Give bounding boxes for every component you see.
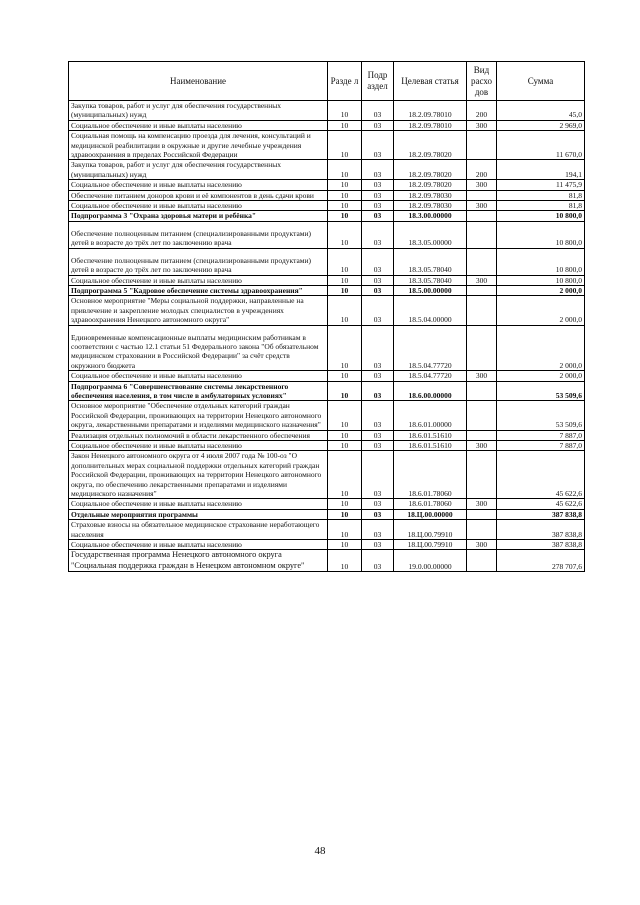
cell-sum: 10 800,0 (497, 221, 585, 248)
cell-podrazdel: 03 (362, 221, 394, 248)
cell-vid (467, 285, 497, 295)
cell-sum: 11 475,9 (497, 180, 585, 190)
cell-vid (467, 190, 497, 200)
cell-podrazdel: 03 (362, 180, 394, 190)
cell-vid: 300 (467, 499, 497, 509)
cell-name: Государственная программа Ненецкого автономного округа "Социальная поддержка граждан в Ненецком автономном округе" (69, 550, 328, 572)
cell-article: 18.6.01.78060 (394, 451, 467, 499)
cell-article: 18.3.00.00000 (394, 211, 467, 221)
cell-name: Обеспечение полноценным питанием (специализированными продуктами) детей в возрасте до трёх лет по заключению врача (69, 221, 328, 248)
cell-article: 18.2.09.78020 (394, 131, 467, 160)
cell-razdel: 10 (328, 540, 362, 550)
cell-name: Социальное обеспечение и иные выплаты населению (69, 441, 328, 451)
table-row (69, 550, 585, 572)
table-row (69, 296, 585, 325)
cell-sum: 194,1 (497, 160, 585, 180)
cell-name: Подпрограмма 6 "Совершенствование системы лекарственного обеспечения населения, в том числе в амбулаторных условиях" (69, 381, 328, 401)
cell-podrazdel: 03 (362, 285, 394, 295)
cell-vid (467, 211, 497, 221)
cell-name: Социальное обеспечение и иные выплаты населению (69, 180, 328, 190)
cell-podrazdel: 03 (362, 550, 394, 572)
table-row (69, 160, 585, 180)
cell-article: 18.2.09.78010 (394, 101, 467, 121)
cell-sum: 11 670,0 (497, 131, 585, 160)
cell-sum: 45 622,6 (497, 499, 585, 509)
cell-razdel: 10 (328, 499, 362, 509)
cell-article: 18.2.09.78010 (394, 120, 467, 130)
cell-razdel: 10 (328, 131, 362, 160)
table-row (69, 131, 585, 160)
table-row (69, 120, 585, 130)
cell-podrazdel: 03 (362, 101, 394, 121)
cell-name: Страховые взносы на обязательное медицинское страхование неработающего населения (69, 520, 328, 540)
cell-podrazdel: 03 (362, 540, 394, 550)
table-row (69, 211, 585, 221)
cell-podrazdel: 03 (362, 441, 394, 451)
header-vid: Вид расхо дов (467, 62, 497, 101)
cell-razdel: 10 (328, 296, 362, 325)
cell-vid (467, 221, 497, 248)
cell-sum: 10 800,0 (497, 211, 585, 221)
cell-sum: 10 800,0 (497, 275, 585, 285)
cell-razdel: 10 (328, 180, 362, 190)
cell-razdel: 10 (328, 325, 362, 371)
cell-article: 18.5.04.77720 (394, 325, 467, 371)
cell-article: 18.3.05.00000 (394, 221, 467, 248)
cell-razdel: 10 (328, 160, 362, 180)
table-row (69, 540, 585, 550)
cell-name: Закупка товаров, работ и услуг для обеспечения государственных (муниципальных) нужд (69, 101, 328, 121)
cell-name: Социальное обеспечение и иные выплаты населению (69, 120, 328, 130)
table-header-row (69, 62, 585, 101)
table-row (69, 451, 585, 499)
cell-article: 18.Ц.00.79910 (394, 520, 467, 540)
cell-podrazdel: 03 (362, 520, 394, 540)
header-name: Наименование (69, 62, 328, 101)
cell-razdel: 10 (328, 275, 362, 285)
cell-sum: 387 838,8 (497, 520, 585, 540)
table-row (69, 509, 585, 519)
cell-article: 18.5.00.00000 (394, 285, 467, 295)
table-row (69, 180, 585, 190)
budget-table (68, 61, 585, 572)
cell-podrazdel: 03 (362, 248, 394, 275)
cell-vid (467, 296, 497, 325)
page-number: 48 (314, 845, 326, 857)
cell-razdel: 10 (328, 381, 362, 401)
cell-article: 18.3.05.78040 (394, 275, 467, 285)
cell-article: 18.6.01.51610 (394, 430, 467, 440)
cell-name: Подпрограмма 3 "Охрана здоровья матери и ребёнка" (69, 211, 328, 221)
cell-vid: 200 (467, 101, 497, 121)
cell-name: Единовременные компенсационные выплаты медицинским работникам в соответствии с частью 12.1 статьи 51 Федерального закона "Об обязательном медицинском страховании в Российской Федерации" за счёт средств окружного бюджета (69, 325, 328, 371)
cell-sum: 81,8 (497, 190, 585, 200)
cell-vid (467, 401, 497, 430)
header-razdel: Разде л (328, 62, 362, 101)
cell-sum: 387 838,8 (497, 540, 585, 550)
cell-name: Закон Ненецкого автономного округа от 4 июля 2007 года № 100-оз "О дополнительных мерах социальной поддержки отдельных категорий граждан Российской Федерации, проживающих на территории Ненецкого автономного округа, по обеспечению лекарственными препаратами и изделиями медицинского назначения" (69, 451, 328, 499)
table-row (69, 285, 585, 295)
header-podrazdel: Подр аздел (362, 62, 394, 101)
cell-vid: 300 (467, 201, 497, 211)
cell-podrazdel: 03 (362, 211, 394, 221)
cell-razdel: 10 (328, 285, 362, 295)
cell-name: Обеспечение питанием доноров крови и её компонентов в день сдачи крови (69, 190, 328, 200)
cell-sum: 7 887,0 (497, 430, 585, 440)
cell-razdel: 10 (328, 211, 362, 221)
cell-article: 18.5.04.00000 (394, 296, 467, 325)
cell-sum: 2 969,0 (497, 120, 585, 130)
cell-podrazdel: 03 (362, 296, 394, 325)
cell-name: Подпрограмма 5 "Кадровое обеспечение системы здравоохранения" (69, 285, 328, 295)
table-row (69, 430, 585, 440)
cell-vid: 300 (467, 180, 497, 190)
cell-podrazdel: 03 (362, 430, 394, 440)
cell-sum: 10 800,0 (497, 248, 585, 275)
header-article: Целевая статья (394, 62, 467, 101)
cell-podrazdel: 03 (362, 509, 394, 519)
cell-name: Обеспечение полноценным питанием (специализированными продуктами) детей в возрасте до трёх лет по заключению врача (69, 248, 328, 275)
cell-name: Социальное обеспечение и иные выплаты населению (69, 371, 328, 381)
cell-podrazdel: 03 (362, 371, 394, 381)
cell-name: Социальное обеспечение и иные выплаты населению (69, 540, 328, 550)
cell-podrazdel: 03 (362, 275, 394, 285)
cell-article: 18.2.09.78030 (394, 201, 467, 211)
cell-vid: 300 (467, 371, 497, 381)
cell-sum: 387 838,8 (497, 509, 585, 519)
table-row (69, 381, 585, 401)
cell-razdel: 10 (328, 441, 362, 451)
cell-razdel: 10 (328, 520, 362, 540)
cell-sum: 45 622,6 (497, 451, 585, 499)
cell-sum: 45,0 (497, 101, 585, 121)
cell-sum: 81,8 (497, 201, 585, 211)
cell-sum: 2 000,0 (497, 325, 585, 371)
cell-name: Основное мероприятие "Обеспечение отдельных категорий граждан Российской Федерации, проживающих на территории Ненецкого автономного округа, лекарственными препаратами и изделиями медицинского назначения" (69, 401, 328, 430)
cell-article: 18.3.05.78040 (394, 248, 467, 275)
cell-podrazdel: 03 (362, 190, 394, 200)
cell-name: Основное мероприятие "Меры социальной поддержки, направленные на привлечение и закрепление молодых специалистов в учреждениях здравоохранения Ненецкого автономного округа" (69, 296, 328, 325)
table-row (69, 499, 585, 509)
cell-article: 18.Ц.00.79910 (394, 540, 467, 550)
cell-podrazdel: 03 (362, 381, 394, 401)
cell-vid (467, 451, 497, 499)
cell-podrazdel: 03 (362, 201, 394, 211)
cell-name: Социальное обеспечение и иные выплаты населению (69, 499, 328, 509)
header-sum: Сумма (497, 62, 585, 101)
cell-vid (467, 325, 497, 371)
cell-name: Социальная помощь на компенсацию проезда для лечения, консультаций и медицинской реабилитации в окружные и другие лечебные учреждения здравоохранения в пределах Российской Федерации (69, 131, 328, 160)
table-row (69, 190, 585, 200)
table-row (69, 441, 585, 451)
cell-sum: 2 000,0 (497, 371, 585, 381)
table-row (69, 371, 585, 381)
cell-name: Закупка товаров, работ и услуг для обеспечения государственных (муниципальных) нужд (69, 160, 328, 180)
cell-razdel: 10 (328, 509, 362, 519)
cell-podrazdel: 03 (362, 451, 394, 499)
cell-sum: 53 509,6 (497, 401, 585, 430)
cell-razdel: 10 (328, 371, 362, 381)
cell-sum: 7 887,0 (497, 441, 585, 451)
table-row (69, 201, 585, 211)
cell-podrazdel: 03 (362, 131, 394, 160)
cell-vid: 300 (467, 120, 497, 130)
cell-podrazdel: 03 (362, 325, 394, 371)
cell-razdel: 10 (328, 221, 362, 248)
cell-razdel: 10 (328, 430, 362, 440)
table-row (69, 325, 585, 371)
table-body (69, 101, 585, 572)
cell-razdel: 10 (328, 190, 362, 200)
cell-vid: 300 (467, 275, 497, 285)
cell-name: Социальное обеспечение и иные выплаты населению (69, 275, 328, 285)
cell-vid (467, 430, 497, 440)
table-row (69, 221, 585, 248)
cell-article: 18.Ц.00.00000 (394, 509, 467, 519)
cell-razdel: 10 (328, 120, 362, 130)
cell-vid (467, 550, 497, 572)
cell-name: Социальное обеспечение и иные выплаты населению (69, 201, 328, 211)
cell-sum: 2 000,0 (497, 285, 585, 295)
cell-razdel: 10 (328, 101, 362, 121)
cell-vid (467, 248, 497, 275)
cell-podrazdel: 03 (362, 120, 394, 130)
table-row (69, 401, 585, 430)
table-row (69, 101, 585, 121)
cell-podrazdel: 03 (362, 401, 394, 430)
cell-podrazdel: 03 (362, 160, 394, 180)
cell-razdel: 10 (328, 451, 362, 499)
cell-razdel: 10 (328, 201, 362, 211)
cell-vid: 300 (467, 441, 497, 451)
cell-sum: 2 000,0 (497, 296, 585, 325)
cell-article: 19.0.00.00000 (394, 550, 467, 572)
cell-razdel: 10 (328, 248, 362, 275)
cell-sum: 278 707,6 (497, 550, 585, 572)
cell-sum: 53 509,6 (497, 381, 585, 401)
table-row (69, 275, 585, 285)
cell-article: 18.6.01.51610 (394, 441, 467, 451)
cell-razdel: 10 (328, 401, 362, 430)
cell-vid: 200 (467, 160, 497, 180)
cell-vid: 300 (467, 540, 497, 550)
cell-name: Отдельные мероприятия программы (69, 509, 328, 519)
cell-article: 18.2.09.78030 (394, 190, 467, 200)
cell-podrazdel: 03 (362, 499, 394, 509)
cell-article: 18.6.01.00000 (394, 401, 467, 430)
cell-name: Реализация отдельных полномочий в области лекарственного обеспечения (69, 430, 328, 440)
cell-article: 18.5.04.77720 (394, 371, 467, 381)
cell-article: 18.2.09.78020 (394, 160, 467, 180)
cell-vid (467, 520, 497, 540)
cell-vid (467, 509, 497, 519)
cell-article: 18.6.01.78060 (394, 499, 467, 509)
cell-article: 18.6.00.00000 (394, 381, 467, 401)
cell-vid (467, 381, 497, 401)
table-row (69, 248, 585, 275)
cell-article: 18.2.09.78020 (394, 180, 467, 190)
table-row (69, 520, 585, 540)
cell-razdel: 10 (328, 550, 362, 572)
cell-vid (467, 131, 497, 160)
